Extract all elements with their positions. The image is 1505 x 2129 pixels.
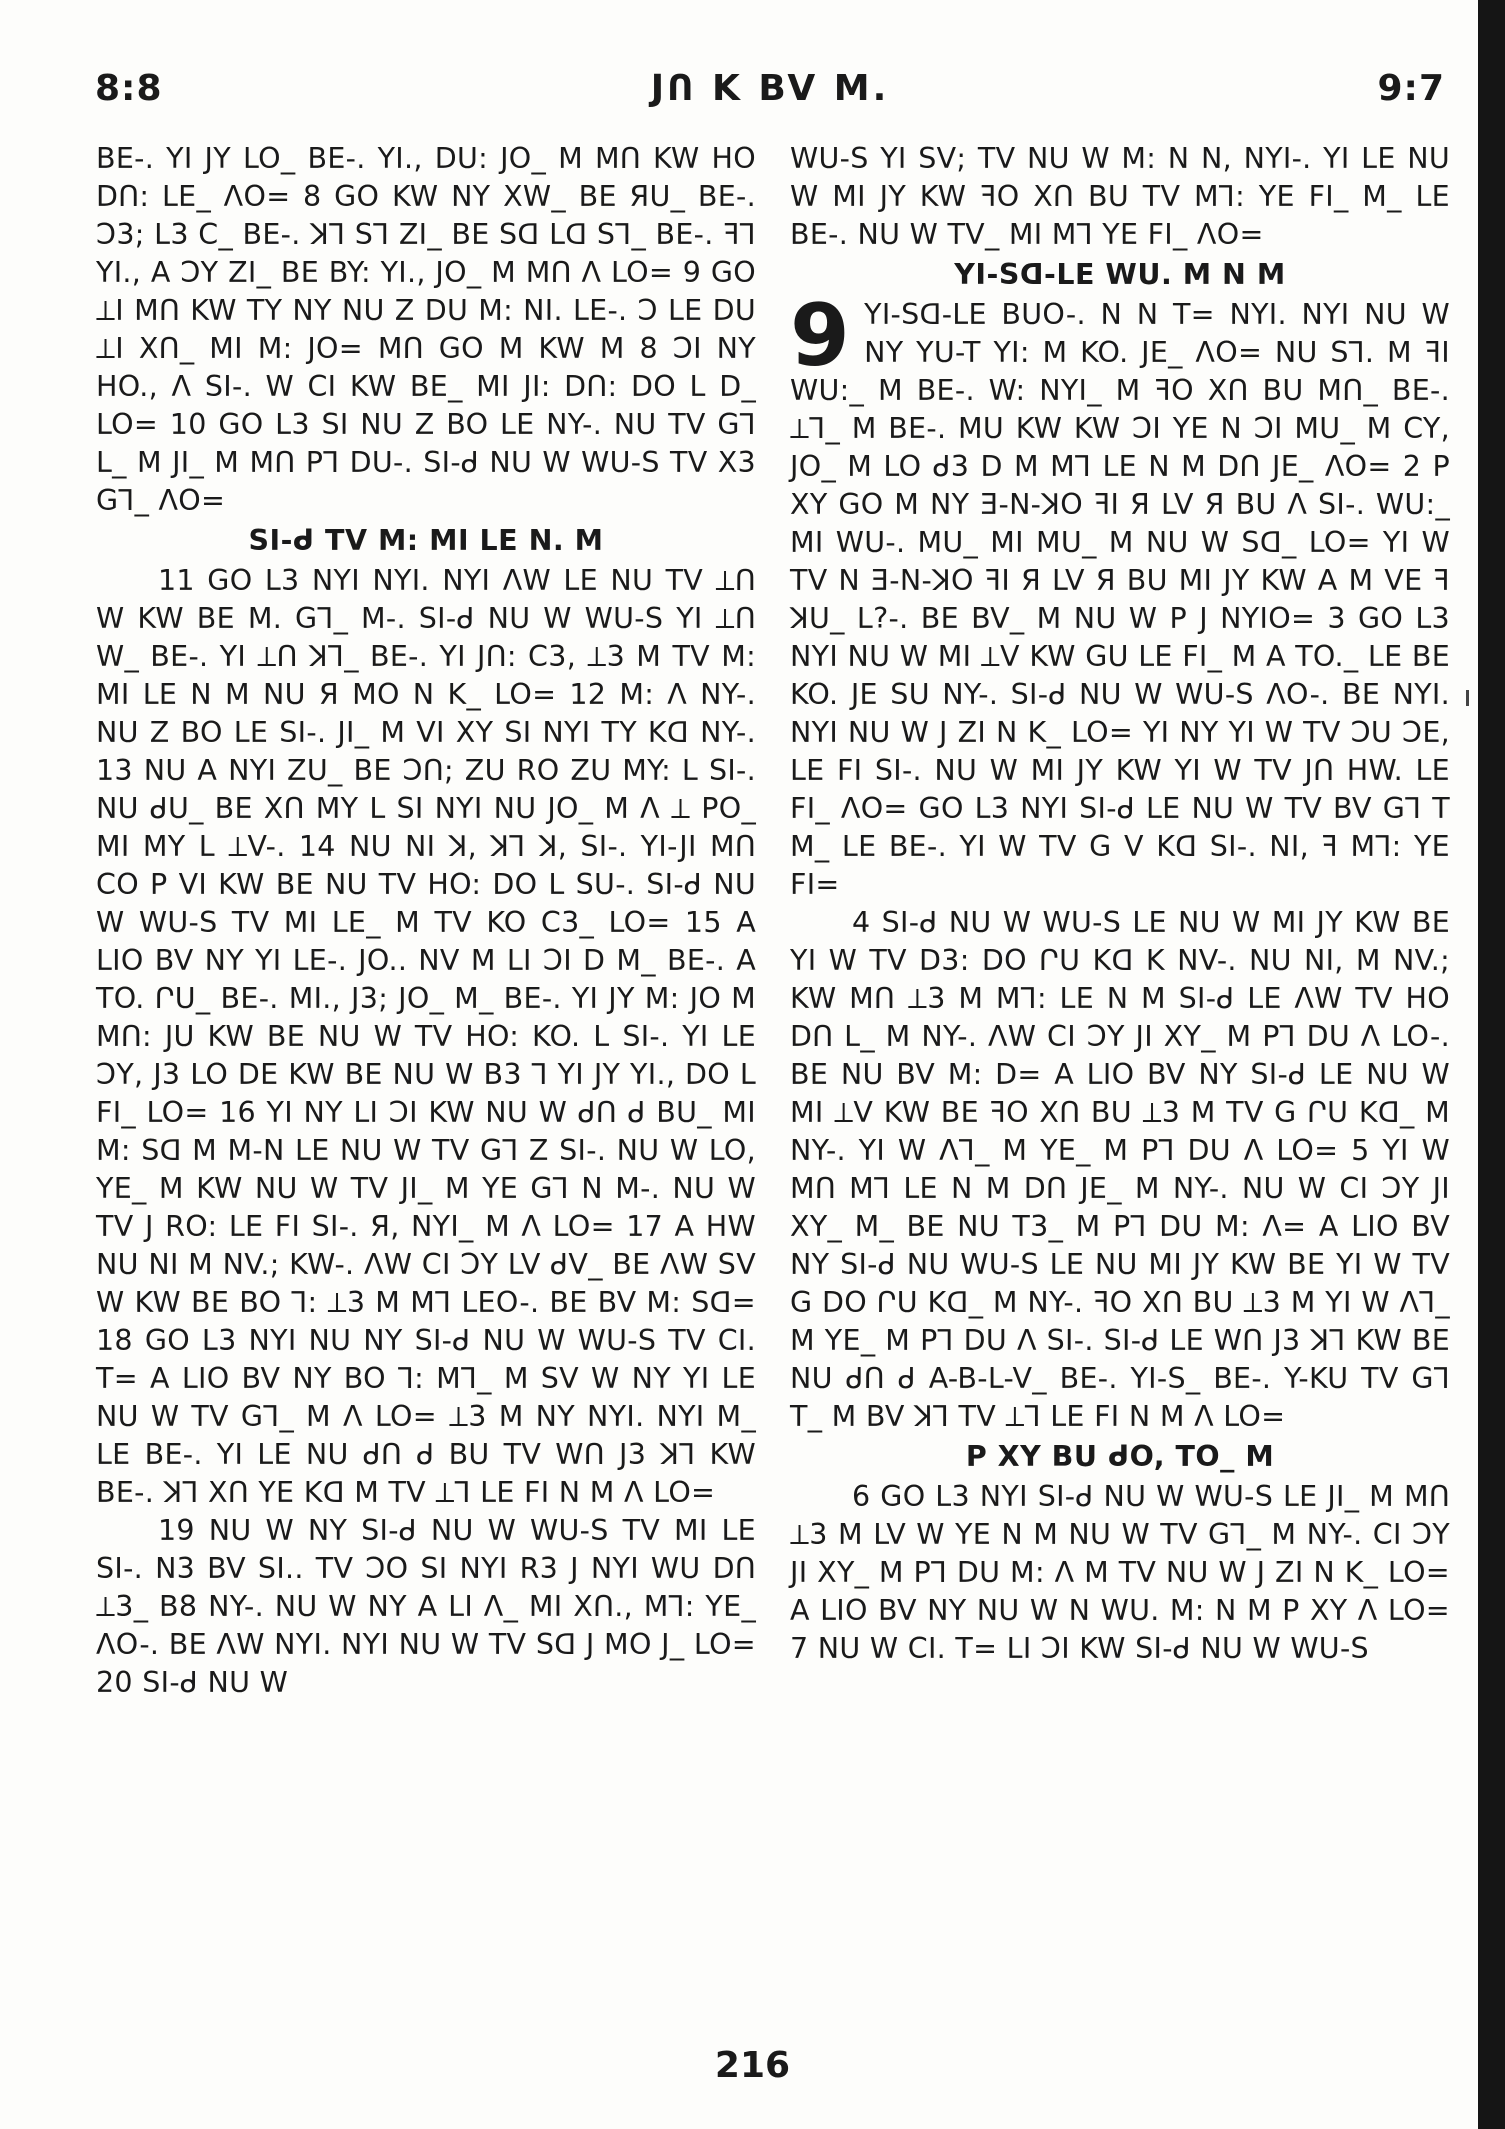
- paragraph: 6 GO L3 NYI SI-ᑯ NU W WU-S LE JI_ M MՈ ⟂3 M LV W YE N M NU W TV G⅂_ M NY-. CI ƆY JI XY_ M P⅂ DU M: Λ M TV NU W J ZI N K_ LO= A LIO BV NY NU W N WU. M: N M P XY Λ LO= 7 NU W CI. T= LI ƆI KW SI-ᑯ NU W WU-S: [790, 1480, 1450, 1665]
- paragraph: BE-. YI JY LO_ BE-. YI., DU: JO_ M MՈ KW HO DՈ: LE_ ΛO= 8 GO KW NY XW_ BE ЯU_ BE-. Ɔ3; L3 C_ BE-. ꓘ⅂ S⅂ ZI_ BE Sꓷ Lꓷ S⅂_ BE-. ꟻ⅂ YI., A ƆY ZI_ BE BY: YI., JO_ M MՈ Λ LO= 9 GO ⟂I MՈ KW TY NY NU Z DU M: NI. LE-. Ɔ LE DU ⟂I XՈ_ MI M: JO= MՈ GO M KW M 8 ƆI NY HO., Λ SI-. W CI KW BE_ MI JI: DՈ: DO L D_ LO= 10 GO L3 SI NU Z BO LE NY-. NU TV G⅂ L_ M JI_ M MՈ P⅂ DU-. SI-ᑯ NU W WU-S TV X3 G⅂_ ΛO=: [96, 142, 756, 517]
- left-text-column: [96, 140, 756, 1702]
- header-left-reference: 8:8: [95, 68, 163, 109]
- book-title: JՈ K BV M.: [650, 68, 890, 109]
- section-heading: P XY BU ᑯO, TO_ M: [965, 1440, 1275, 1473]
- chapter-opening-paragraph: [790, 286, 1450, 904]
- edge-mark: [1466, 690, 1469, 706]
- section-heading: SI-ᑯ TV M: MI LE N. M: [248, 524, 604, 557]
- page-edge-shadow: [1478, 0, 1505, 2129]
- paragraph-text: YI-Sꓷ-LE BUO-. N N T= NYI. NYI NU W NY YU-T YI: M KO. JE_ ΛO= NU S⅂. M ꟻI WU:_ M BE-. W: NYI_ M ꟻO XՈ BU MՈ_ BE-. ⟂⅂_ M BE-. MU KW KW ƆI YE N ƆI MU_ M CY, JO_ M LO ᑯ3 D M M⅂ LE N M DՈ JE_ ΛO= 2 P XY GO M NY Ǝ-N-ꓘO ꟻI Я LV Я BU Λ SI-. WU:_ MI WU-. MU_ MI MU_ M NU W Sꓷ_ LO= YI W TV N Ǝ-N-ꓘO ꟻI Я LV Я BU MI JY KW A M VE ꟻ ꓘU_ L?-. BE BV_ M NU W P J NYIO= 3 GO L3 NYI NU W MI ⟂V KW GU LE FI_ M A TO._ LE BE KO. JE SU NY-. SI-ᑯ NU W WU-S ΛO-. BE NYI. NYI NU W J ZI N K_ LO= YI NY YI W TV ƆU ƆE, LE FI SI-. NU W MI JY KW YI W TV JՈ HW. LE FI_ ΛO= GO L3 NYI SI-ᑯ LE NU W TV BV G⅂ T M_ LE BE-. YI W TV G V Kꓷ SI-. NI, ꟻ M⅂: YE FI=: [790, 298, 1450, 901]
- section-heading: YI-Sꓷ-LE WU. M N M: [954, 258, 1286, 291]
- header-right-reference: 9:7: [1377, 68, 1445, 109]
- right-text-column: [790, 140, 1450, 1668]
- paragraph: 4 SI-ᑯ NU W WU-S LE NU W MI JY KW BE YI W TV D3: DO ՐU Kꓷ K NV-. NU NI, M NV.; KW MՈ ⟂3 M M⅂: LE N M SI-ᑯ LE ΛW TV HO DՈ L_ M NY-. ΛW CI ƆY JI XY_ M P⅂ DU Λ LO-. BE NU BV M: D= A LIO BV NY SI-ᑯ LE NU W MI ⟂V KW BE ꟻO XՈ BU ⟂3 M TV G ՐU Kꓷ_ M NY-. YI W Λ⅂_ M YE_ M P⅂ DU Λ LO= 5 YI W MՈ M⅂ LE N M DՈ JE_ M NY-. NU W CI ƆY JI XY_ M_ BE NU T3_ M P⅂ DU M: Λ= A LIO BV NY SI-ᑯ NU WU-S LE NU MI JY KW BE YI W TV G DO ՐU Kꓷ_ M NY-. ꟻO XՈ BU ⟂3 M YI W Λ⅂_ M YE_ M P⅂ DU Λ SI-. SI-ᑯ LE WՈ J3 ꓘ⅂ KW BE NU ᑯՈ ᑯ A-B-L-V_ BE-. YI-S_ BE-. Y-KU TV G⅂ T_ M BV ꓘ⅂ TV ⟂⅂ LE FI N M Λ LO=: [790, 906, 1450, 1433]
- paragraph: 19 NU W NY SI-ᑯ NU W WU-S TV MI LE SI-. N3 BV SI.. TV ƆO SI NYI R3 J NYI WU DՈ ⟂3_ B8 NY-. NU W NY A LI Λ_ MI XՈ., M⅂: YE_ ΛO-. BE ΛW NYI. NYI NU W TV Sꓷ J MO J_ LO= 20 SI-ᑯ NU W: [96, 1514, 756, 1699]
- chapter-number: 9: [790, 286, 851, 386]
- paragraph: WU-S YI SV; TV NU W M: N N, NYI-. YI LE NU W MI JY KW ꟻO XՈ BU TV M⅂: YE FI_ M_ LE BE-. NU W TV_ MI M⅂ YE FI_ ΛO=: [790, 142, 1450, 251]
- running-header: [95, 68, 1445, 118]
- page-number: 216: [714, 2045, 791, 2086]
- paragraph: 11 GO L3 NYI NYI. NYI ΛW LE NU TV ⟂Ո W KW BE M. G⅂_ M-. SI-ᑯ NU W WU-S YI ⟂Ո W_ BE-. YI ⟂Ո ꓘ⅂_ BE-. YI JՈ: C3, ⟂3 M TV M: MI LE N M NU Я MO N K_ LO= 12 M: Λ NY-. NU Z BO LE SI-. JI_ M VI XY SI NYI TY Kꓷ NY-. 13 NU A NYI ZU_ BE ƆՈ; ZU RO ZU MY: L SI-. NU ᑯU_ BE XՈ MY L SI NYI NU JO_ M Λ ⟂ PO_ MI MY L ⟂V-. 14 NU NI ꓘ, ꓘ⅂ ꓘ, SI-. YI-JI MՈ CO P VI KW BE NU TV HO: DO L SU-. SI-ᑯ NU W WU-S TV MI LE_ M TV KO C3_ LO= 15 A LIO BV NY YI LE-. JO.. NV M LI ƆI D M_ BE-. A TO. ՐU_ BE-. MI., J3; JO_ M_ BE-. YI JY M: JO M MՈ: JU KW BE NU W TV HO: KO. L SI-. YI LE ƆY, J3 LO DE KW BE NU W B3 ⅂ YI JY YI., DO L FI_ LO= 16 YI NY LI ƆI KW NU W ᑯՈ ᑯ BU_ MI M: Sꓷ M M-N LE NU W TV G⅂ Z SI-. NU W LO, YE_ M KW NU W TV JI_ M YE G⅂ N M-. NU W TV J RO: LE FI SI-. Я, NYI_ M Λ LO= 17 A HW NU NI M NV.; KW-. ΛW CI ƆY LV ᑯV_ BE ΛW SV W KW BE BO ⅂: ⟂3 M M⅂ LEO-. BE BV M: Sꓷ= 18 GO L3 NYI NU NY SI-ᑯ NU W WU-S TV CI. T= A LIO BV NY BO ⅂: M⅂_ M SV W NY YI LE NU W TV G⅂_ M Λ LO= ⟂3 M NY NYI. NYI M_ LE BE-. YI LE NU ᑯՈ ᑯ BU TV WՈ J3 ꓘ⅂ KW BE-. ꓘ⅂ XՈ YE Kꓷ M TV ⟂⅂ LE FI N M Λ LO=: [96, 564, 756, 1509]
